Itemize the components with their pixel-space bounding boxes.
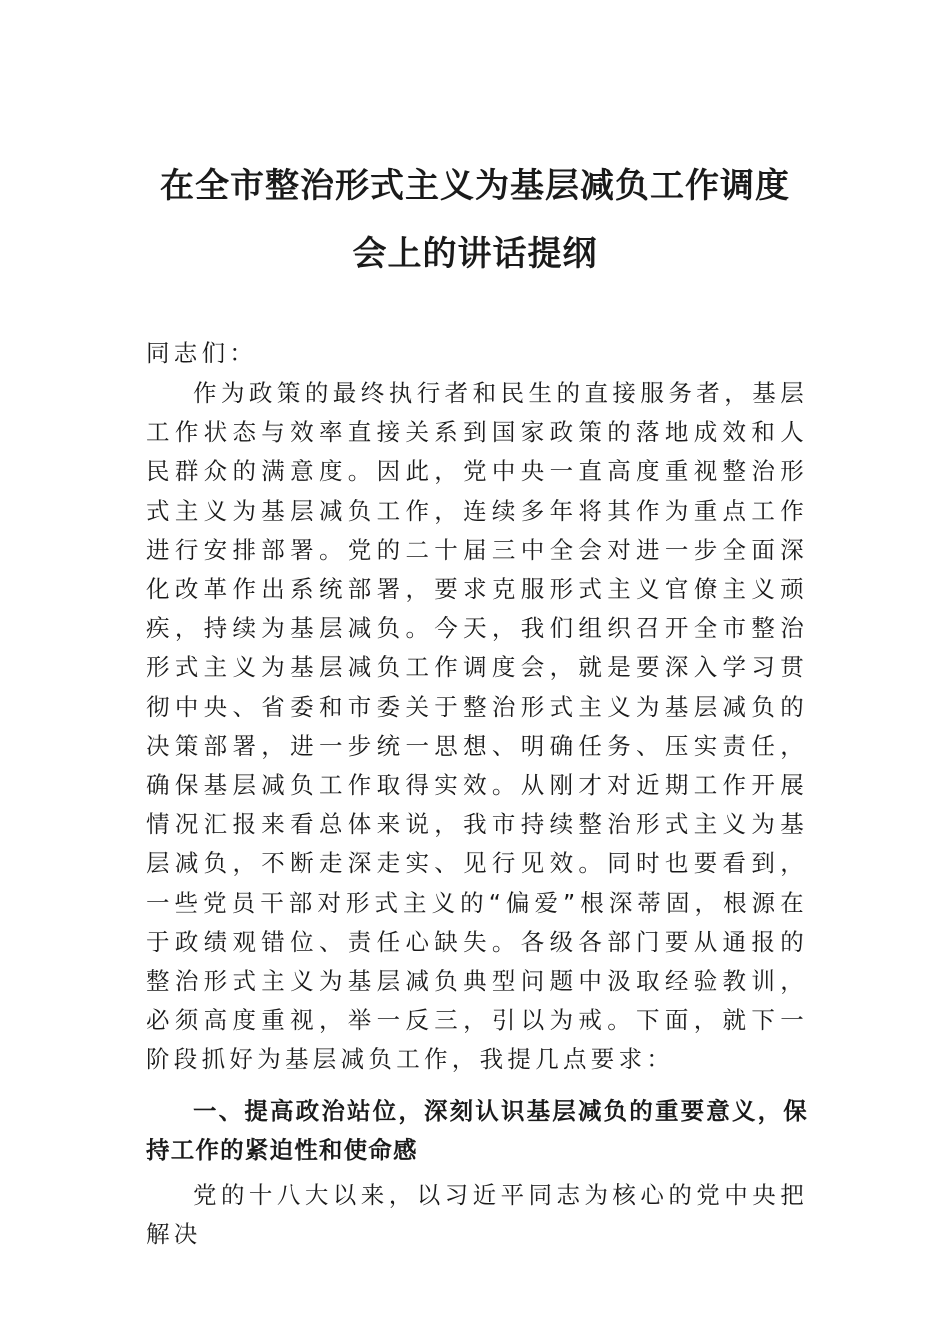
- body-paragraph-2: 党的十八大以来，以习近平同志为核心的党中央把解决: [146, 1181, 808, 1249]
- section-heading-1: 一、提高政治站位，深刻认识基层减负的重要意义，保持工作的紧迫性和使命感: [146, 1097, 808, 1165]
- document-title-line-1: 在全市整治形式主义为基层减负工作调度: [160, 166, 790, 206]
- document-title-line-2: 会上的讲话提纲: [352, 234, 598, 274]
- salutation: 同志们：: [146, 339, 258, 367]
- body-paragraph-1: 作为政策的最终执行者和民生的直接服务者，基层工作状态与效率直接关系到国家政策的落地成效和人民群众的满意度。因此，党中央一直高度重视整治形式主义为基层减负工作，连续多年将其作为重点工作进行安排部署。党的二十届三中全会对进一步全面深化改革作出系统部署，要求克服形式主义官僚主义顽疾，持续为基层减负。今天，我们组织召开全市整治形式主义为基层减负工作调度会，就是要深入学习贯彻中央、省委和市委关于整治形式主义为基层减负的决策部署，进一步统一思想、明确任务、压实责任，确保基层减负工作取得实效。从刚才对近期工作开展情况汇报来看总体来说，我市持续整治形式主义为基层减负，不断走深走实、见行见效。同时也要看到，一些党员干部对形式主义的“偏爱”根深蒂固，根源在于政绩观错位、责任心缺失。各级各部门要从通报的整治形式主义为基层减负典型问题中汲取经验教训，必须高度重视，举一反三，引以为戒。下面，就下一阶段抓好为基层减负工作，我提几点要求：: [146, 379, 808, 1074]
